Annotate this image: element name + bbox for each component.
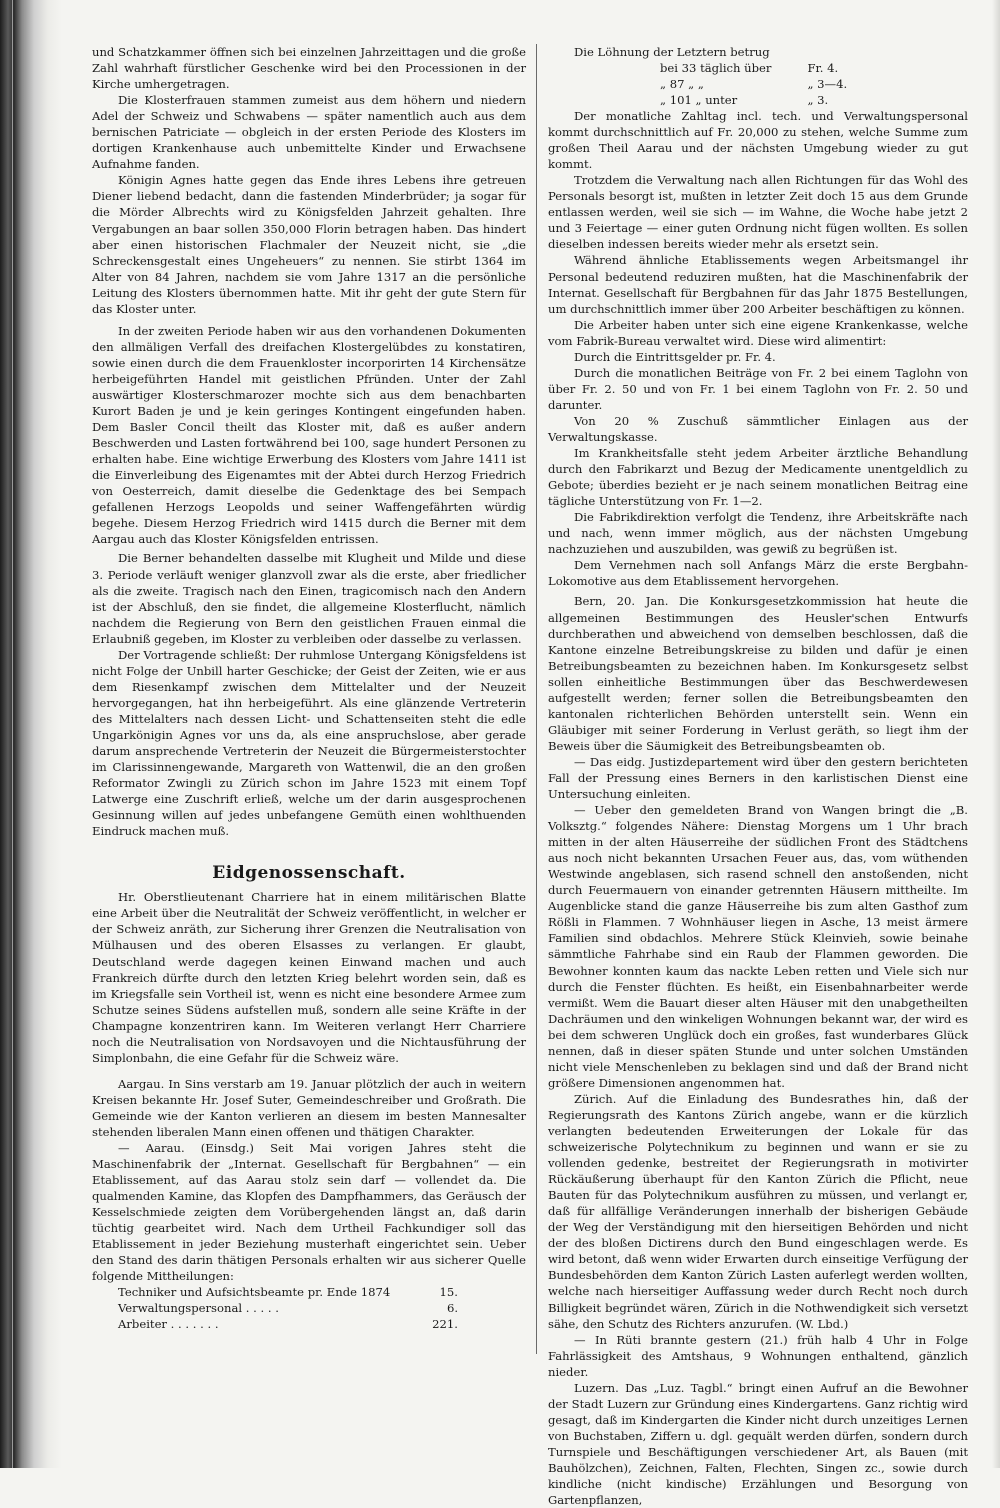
paragraph: — In Rüti brannte gestern (21.) früh halb 4 Uhr in Folge Fahrlässigkeit des Amtshaus, 9 Wohnungen enthaltend, gänzlich nieder. — [548, 1332, 968, 1379]
column-rule — [536, 44, 537, 1354]
paragraph: Der Vortragende schließt: Der ruhmlose Untergang Königsfeldens ist nicht Folge der Unbill harter Geschicke; der Geist der Zeiten, wie er aus dem Riesenkampf zwischen dem Mittelalter und der Neuzeit hervorgegangen, hat ihn herbeigeführt. Als eine glänzende Vertreterin des Mittelalters nach dessen Licht- und Schattenseiten steht die edle Ungarkönigin Agnes vor uns da, als eine anspruchslose, aber gerade darum ansprechende Vertreterin der Neuzeit die Bürgermeisterstochter im Clarissinnengewande, Margareth von Wattenwil, die an den großen Reformator Zwingli zu Zürich schon im Jahre 1523 mit einem Topf Latwerge eine Zuschrift erließ, welche um der darin ausgesprochenen Gesinnung willen auf jedes unbefangene Gemüth einen wohlthuenden Eindruck machen muß. — [92, 647, 526, 839]
table-cell-amount: „ 3. — [807, 93, 829, 108]
table-row — [118, 1284, 458, 1300]
paragraph: Von 20 % Zuschuß sämmtlicher Einlagen aus der Verwaltungskasse. — [548, 413, 968, 444]
spine-line — [24, 0, 25, 1468]
paragraph: Die Arbeiter haben unter sich eine eigene Krankenkasse, welche vom Fabrik-Bureau verwaltet wird. Diese wird alimentirt: — [548, 317, 968, 348]
table-cell-amount: „ 3—4. — [807, 77, 848, 92]
table-cell-count: „ 87 „ „ — [660, 77, 704, 92]
book-spine — [0, 0, 62, 1468]
paragraph: Luzern. Das „Luz. Tagbl.“ bringt einen Aufruf an die Bewohner der Stadt Luzern zur Gründung eines Kindergartens. Ganz richtig wird gesagt, daß im Kindergarten die Kinder nicht durch unzeitiges Lernen von Buchstaben, Ziffern u. dgl. gequält werden dürfen, sondern durch Turnspiele und Beschäftigungen verschiedener Art, als Bauen (mit Bauhölzchen), Zeichnen, Falten, Flechten, Singen zc., sowie durch kindliche (nicht kindische) Erzählungen und Besorgung von Gartenpflanzen, — [548, 1380, 968, 1508]
table-cell-count: „ 101 „ unter — [660, 93, 738, 108]
paragraph: Die Fabrikdirektion verfolgt die Tendenz, ihre Arbeitskräfte nach und nach, wenn immer möglich, aus der nächsten Umgebung nachzuziehen und auszubilden, was gewiß zu begrüßen ist. — [548, 510, 968, 557]
paragraph: Die Löhnung der Letztern betrug — [574, 45, 770, 59]
table-row — [660, 92, 860, 108]
paragraph: Im Krankheitsfalle steht jedem Arbeiter ärztliche Behandlung durch den Fabrikarzt und Bezug der Medicamente unentgeldlich zu Gebote; überdies bezieht er je nach seinem monatlichen Beitrag eine tägliche Unterstützung von Fr. 1—2. — [548, 446, 968, 509]
table-cell-amount: Fr. 4. — [807, 61, 839, 76]
paragraph: Zürich. Auf die Einladung des Bundesrathes hin, daß der Regierungsrath des Kantons Zürich angebe, wann er die kürzlich verlangten bedeutenden Erweiterungen der Lokale für das schweizerische Polytechnikum zu beginnen und wann er sie zu vollenden gedenke, bestreitet der Regierungsrath in motivirter Rückäußerung überhaupt für den Kanton Zürich die Pflicht, neue Bauten für das Polytechnikum ausführen zu müssen, und verlangt er, daß für allfällige Veränderungen innerhalb der bisherigen Gebäude der Weg der Verständigung mit den hierseitigen Behörden und nicht der des bloßen Dictirens durch den Bund eingeschlagen werde. Es wird betont, daß wenn wider Erwarten durch einseitige Verfügung der Bundesbehörden dem Kanton Zürich Lasten auferlegt werden wollten, welche nach hierseitiger Auffassung weder durch Recht noch durch Billigkeit begründet wären, Zürich in die Nothwendigkeit sich versetzt sähe, den Schutz des Richters anzurufen. (W. Lbd.) — [548, 1091, 968, 1331]
table-row — [118, 1316, 458, 1332]
paragraph: Hr. Oberstlieutenant Charriere hat in einem militärischen Blatte eine Arbeit über die Neutralität der Schweiz veröffentlicht, in welcher er der Schweiz anräth, zur Sicherung ihrer Grenzen die Neutralisation von Mülhausen und des oberen Elsasses zu verlangen. Er glaubt, Deutschland werde dagegen keinen Einwand machen und auch Frankreich dürfte durch den letzten Krieg belehrt worden sein, daß es im Kriegsfalle sein Vortheil ist, wenn es nicht eine besondere Armee zum Schutze seines Südens aufstellen muß, sondern alle seine Kräfte in der Champagne konzentriren kann. Im Weiteren verlangt Herr Charriere noch die Neutralisation von Nordsavoyen und die Nichtausführung der Simplonbahn, die eine Gefahr für die Schweiz wäre. — [92, 890, 526, 1065]
paragraph: Die Klosterfrauen stammen zumeist aus dem höhern und niedern Adel der Schweiz und Schwabens — später namentlich auch aus dem bernischen Patriciate — obgleich in der ersten Periode des Klosters im dortigen Krankenhause auch unbemittelte Kinder und Erwachsene Aufnahme fanden. — [92, 93, 526, 172]
table-cell-label: Arbeiter . . . . . . . — [118, 1317, 219, 1332]
spine-line — [12, 0, 13, 1468]
table-cell-value: 6. — [446, 1301, 458, 1316]
paragraph: Königin Agnes hatte gegen das Ende ihres Lebens ihre getreuen Diener liebend bedacht, dann die fastenden Minderbrüder; ja sogar für die Mörder Albrechts wird zu Königsfelden Jahrzeit gehalten. Ihre Vergabungen an baar sollen 350,000 Florin betragen haben. Das hindert aber einen historischen Flachmaler der Neuzeit nicht, sie „die Schreckensgestalt eines Ungeheuers“ zu nennen. Sie stirbt 1364 im Alter von 84 Jahren, nachdem sie vom Jahre 1317 an die persönliche Leitung des Klosters übernommen hatte. Mit ihr geht der gute Stern für das Kloster unter. — [92, 173, 526, 316]
table-cell-value: 221. — [432, 1317, 458, 1332]
paragraph: Trotzdem die Verwaltung nach allen Richtungen für das Wohl des Personals besorgt ist, mußten in letzter Zeit doch 15 aus dem Grunde entlassen werden, weil sie sich — im Wahne, die Woche habe jetzt 2 und 3 Feiertage — einer guten Ordnung nicht fügen wollten. Es sollen dieselben indessen bereits wieder mehr als ersetzt sein. — [548, 173, 968, 252]
paragraph: Während ähnliche Etablissements wegen Arbeitsmangel ihr Personal bedeutend reduziren mußten, hat die Maschinenfabrik der Internat. Gesellschaft für Bergbahnen für das Jahr 1875 Bestellungen, um durchschnittlich immer über 200 Arbeiter beschäftigen zu können. — [548, 253, 968, 316]
wage-table — [660, 60, 860, 108]
table-cell-value: 15. — [439, 1285, 458, 1300]
paragraph: Die Berner behandelten dasselbe mit Klugheit und Milde und diese 3. Periode verläuft weniger glanzvoll zwar als die erste, aber friedlicher als die zweite. Tragisch nach den Einen, tragicomisch nach den Andern ist der Abschluß, den sie findet, die allgemeine Klosterflucht, nämlich nachdem die Regierung von Bern den geistlichen Frauen einmal die Erlaubniß gegeben, im Kloster zu verbleiben oder dasselbe zu verlassen. — [92, 551, 526, 646]
paragraph: Der monatliche Zahltag incl. tech. und Verwaltungspersonal kommt durchschnittlich auf Fr. 20,000 zu stehen, welche Summe zum großen Theil Aarau und der nächsten Umgebung wieder zu gut kommt. — [548, 109, 968, 172]
paragraph: Aargau. In Sins verstarb am 19. Januar plötzlich der auch in weitern Kreisen bekannte Hr. Josef Suter, Gemeindeschreiber und Großrath. Die Gemeinde wie der Kanton verlieren an diesem im besten Mannesalter stehenden liberalen Mann einen offenen und thätigen Charakter. — [92, 1076, 526, 1139]
table-row — [118, 1300, 458, 1316]
paragraph: Dem Vernehmen nach soll Anfangs März die erste Bergbahn-Lokomotive aus dem Etablissement hervorgehen. — [548, 558, 968, 589]
right-column — [548, 44, 968, 1508]
paragraph: Durch die Eintrittsgelder pr. Fr. 4. — [574, 349, 776, 364]
table-cell-label: Verwaltungspersonal . . . . . — [118, 1301, 279, 1316]
section-title: Eidgenossenschaft. — [212, 863, 406, 884]
spacer — [92, 1066, 526, 1076]
left-column — [92, 44, 526, 1332]
paragraph: In der zweiten Periode haben wir aus den vorhandenen Dokumenten den allmäligen Verfall des dreifachen Klostergelübdes zu konstatiren, sowie einen durch die dem Frauenkloster incorporirten 14 Kirchensätze herbeigeführten Handel mit geistlichen Pfründen. Unter der Zahl auswärtiger Klosterschmarozer mochte sich aus dem benachbarten Kurort Baden je und je kein geringes Kontingent eingefunden haben. Dem Basler Concil theilt das Kloster mit, daß es außer andern Beschwerden und Lasten fortwährend bei 100, sage hundert Personen zu erhalten habe. Eine wichtige Erwerbung des Klosters vom Jahre 1411 ist die Einverleibung des Eigenamtes mit der Abtei durch Herzog Friedrich von Oesterreich, damit dieselbe die Gedenktage des bei Sempach gefallenen Herzogs Leopolds und seiner Waffengefährten würdig begehe. Diesem Herzog Friedrich wird 1415 durch die Berner mit dem Aargau auch das Kloster Königsfelden entrissen. — [92, 323, 526, 547]
staff-table — [118, 1284, 458, 1332]
paragraph: Bern, 20. Jan. Die Konkursgesetzkommission hat heute die allgemeinen Bestimmungen des Heusler'schen Entwurfs durchberathen und abweichend von demselben beschlossen, daß die Kantone einzelne Betreibungskreise zu bilden und dafür je einen Betreibungsbeamten zu bezeichnen haben. Im Konkursgesetz selbst sollen einheitliche Bestimmungen über das Beschwerdewesen aufgestellt werden; ferner sollen die Betreibungsbeamten den kantonalen richterlichen Behörden unterstellt sein. Wenn ein Gläubiger mit seiner Forderung in Verlust geräth, so liegt ihm der Beweis über die Säumigkeit des Betreibungsbeamten ob. — [548, 594, 968, 753]
table-row — [660, 60, 860, 76]
table-cell-label: Techniker und Aufsichtsbeamte pr. Ende 1874 — [118, 1285, 391, 1300]
paragraph: und Schatzkammer öffnen sich bei einzelnen Jahrzeittagen und die große Zahl wahrhaft fürstlicher Geschenke wird bei den Processionen in der Kirche umhergetragen. — [92, 45, 526, 92]
paragraph: Durch die monatlichen Beiträge von Fr. 2 bei einem Taglohn von über Fr. 2. 50 und von Fr. 1 bei einem Taglohn von Fr. 2. 50 und darunter. — [548, 365, 968, 412]
table-row — [660, 76, 860, 92]
page-edge — [992, 0, 1000, 1468]
paragraph: — Ueber den gemeldeten Brand von Wangen bringt die „B. Volksztg.“ folgendes Nähere: Dienstag Morgens um 1 Uhr brach mitten in der alten Häuserreihe der südlichen Front des Städtchens aus noch nicht bekannten Ursachen Feuer aus, das, vom wüthenden Westwinde angeblasen, sich rasend schnell den anstoßenden, nicht durch Feuermauern von einander getrennten Häusern mittheilte. Im Augenblicke stand die ganze Häuserreihe bis zum alten Gasthof zum Rößli in Flammen. 7 Wohnhäuser liegen in Asche, 13 meist ärmere Familien sind obdachlos. Mehrere Stück Kleinvieh, sowie beinahe sämmtliche Fahrhabe sind ein Raub der Flammen geworden. Die Bewohner konnten kaum das nackte Leben retten und Viele sich nur durch die Fenster flüchten. Es heißt, ein Eisenbahnarbeiter werde vermißt. Wem die Bauart dieser alten Häuser mit den unabgetheilten Dachräumen und den winkeligen Wohnungen bekannt war, der wird es bei dem schweren Unglück doch ein großes, fast wunderbares Glück nennen, daß in dieser späten Stunde und unter solchen Umständen nicht viele Menschenleben zu beklagen sind und daß der Brand nicht größere Dimensionen angenommen hat. — [548, 803, 968, 1090]
paragraph: — Das eidg. Justizdepartement wird über den gestern berichteten Fall der Pressung eines Berners in den karlistischen Dienst eine Untersuchung einleiten. — [548, 754, 968, 802]
paragraph: — Aarau. (Einsdg.) Seit Mai vorigen Jahres steht die Maschinenfabrik der „Internat. Gesellschaft für Bergbahnen“ — ein Etablissement, auf das Aarau stolz sein darf — vollendet da. Die qualmenden Kamine, das Klopfen des Dampfhammers, das Geräusch der Kesselschmiede zeigten dem Vorübergehenden längst an, daß darin tüchtig gearbeitet wird. Nach dem Urtheil Fachkundiger soll das Etablissement in jeder Beziehung musterhaft eingerichtet sein. Ueber den Stand des darin thätigen Personals erhalten wir aus sicherer Quelle folgende Mittheilungen: — [92, 1141, 526, 1284]
table-cell-count: bei 33 täglich über — [660, 61, 772, 76]
